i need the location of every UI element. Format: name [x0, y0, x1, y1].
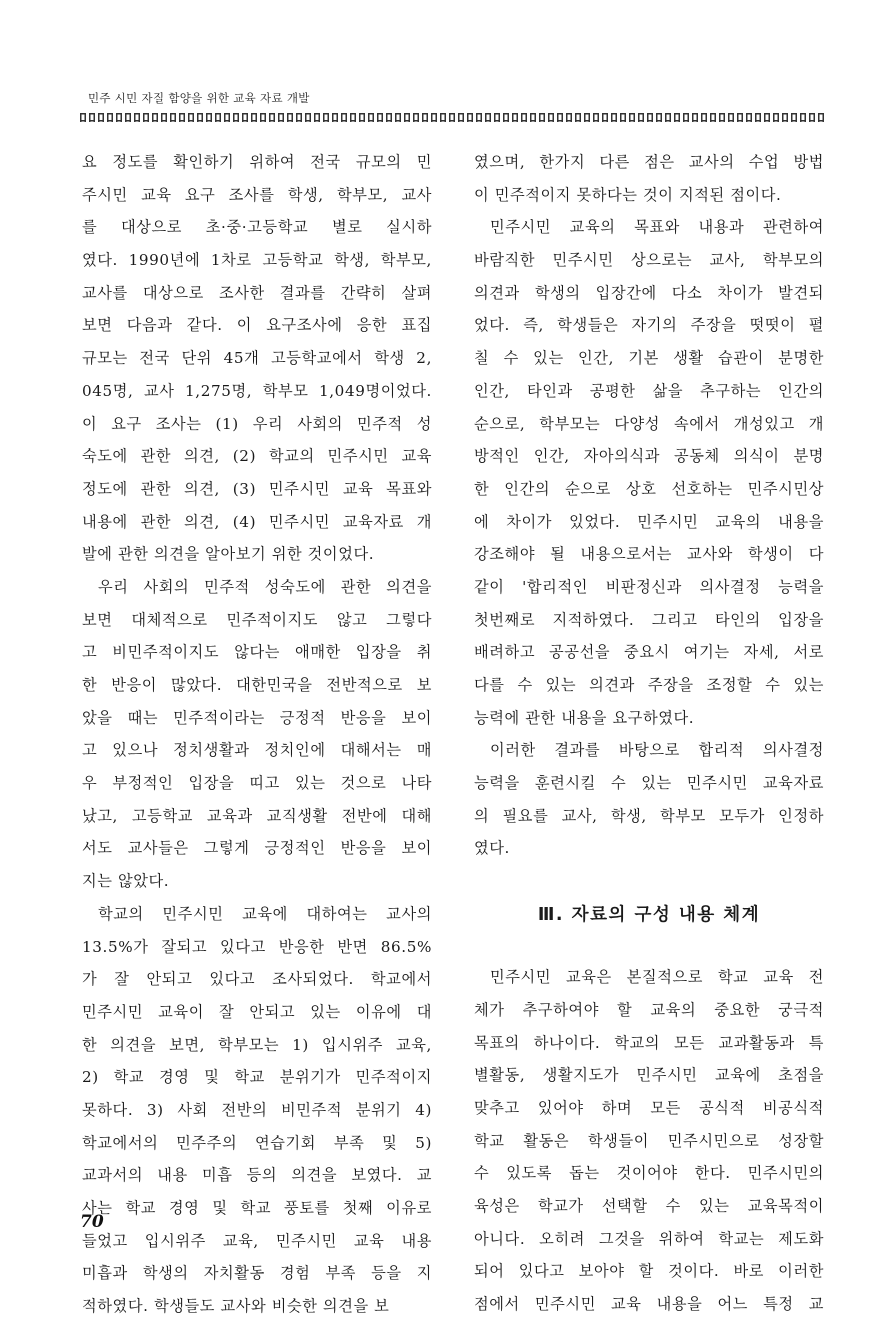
text-line: 별활동, 생활지도가 민주시민 교육에 초점을: [474, 1066, 824, 1085]
text-line: 못하다. 3) 사회 전반의 비민주적 분위기 4): [82, 1100, 432, 1119]
header-rule: [80, 113, 825, 122]
right-column: [474, 146, 824, 1321]
text-line: 한 인간의 순으로 상호 선호하는 민주시민상: [474, 479, 824, 498]
text-line: 고 비민주적이지도 않다는 애매한 입장을 취: [82, 643, 432, 662]
text-line: 민주시민 교육이 잘 안되고 있는 이유에 대: [82, 1002, 432, 1021]
text-line: 민주시민 교육의 목표와 내용과 관련하여: [490, 218, 824, 237]
text-line: 었다. 즉, 학생들은 자기의 주장을 떳떳이 펼: [474, 316, 824, 335]
running-head: 민주 시민 자질 함양을 위한 교육 자료 개발: [88, 91, 310, 105]
text-line: 요 정도를 확인하기 위하여 전국 규모의 민: [82, 153, 432, 171]
text-line: 한 반응이 많았다. 대한민국을 전반적으로 보: [82, 676, 432, 694]
text-line: 체가 추구하여야 할 교육의 중요한 궁극적: [474, 1000, 824, 1019]
text-line: 를 대상으로 초·중·고등학교 별로 실시하: [82, 218, 432, 237]
text-line: 주시민 교육 요구 조사를 학생, 학부모, 교사: [82, 185, 432, 204]
text-line: 민주시민 교육은 본질적으로 학교 교육 전: [490, 968, 824, 987]
text-line: 학교 활동은 학생들이 민주시민으로 성장할: [474, 1131, 824, 1150]
text-line: 045명, 교사 1,275명, 학부모 1,049명이었다.: [82, 381, 432, 400]
text-line: 였다. 1990년에 1차로 고등학교 학생, 학부모,: [82, 251, 432, 270]
text-line: 가 잘 안되고 있다고 조사되었다. 학교에서: [82, 970, 432, 989]
text-line: 한 의견을 보면, 학부모는 1) 입시위주 교육,: [82, 1035, 432, 1054]
page-number: 70: [80, 1212, 104, 1232]
text-line: 숙도에 관한 의견, (2) 학교의 민주시민 교육: [82, 447, 432, 466]
text-line: 지는 않았다.: [82, 872, 170, 891]
text-line: 보면 대체적으로 민주적이지도 않고 그렇다: [82, 610, 432, 629]
text-line: 수 있도록 돕는 것이어야 한다. 민주시민의: [474, 1164, 824, 1183]
text-line: 내용에 관한 의견, (4) 민주시민 교육자료 개: [82, 512, 432, 531]
text-line: 이 민주적이지 못하다는 것이 지적된 점이다.: [474, 185, 782, 204]
text-line: 2) 학교 경영 및 학교 분위기가 민주적이지: [82, 1068, 432, 1087]
text-line: 이러한 결과를 바탕으로 합리적 의사결정: [490, 741, 824, 760]
text-line: 규모는 전국 단위 45개 고등학교에서 학생 2,: [82, 349, 432, 368]
text-line: 칠 수 있는 인간, 기본 생활 습관이 분명한: [474, 349, 824, 368]
text-line: 첫번째로 지적하였다. 그리고 타인의 입장을: [474, 610, 824, 629]
text-line: 능력을 훈련시킬 수 있는 민주시민 교육자료: [474, 774, 824, 793]
text-line: 바람직한 민주시민 상으로는 교사, 학부모의: [474, 251, 824, 270]
text-line: 났고, 고등학교 교육과 교직생활 전반에 대해: [82, 806, 432, 825]
text-line: 우 부정적인 입장을 띠고 있는 것으로 나타: [82, 774, 432, 793]
text-line: 고 있으나 정치생활과 정치인에 대해서는 매: [82, 741, 432, 760]
text-line: 인간, 타인과 공평한 삶을 추구하는 인간의: [474, 381, 824, 400]
text-line: 배려하고 공공선을 중요시 여기는 자세, 서로: [474, 643, 824, 662]
text-line: 방적인 인간, 자아의식과 공동체 의식이 분명: [474, 447, 824, 466]
text-line: 사는 학교 경영 및 학교 풍토를 첫째 이유로: [82, 1199, 432, 1217]
text-line: 의견과 학생의 입장간에 다소 차이가 발견되: [474, 283, 824, 302]
text-line: 발에 관한 의견을 알아보기 위한 것이었다.: [82, 545, 375, 564]
text-line: 보면 다음과 같다. 이 요구조사에 응한 표집: [82, 316, 432, 335]
text-line: 학교에서의 민주주의 연습기회 부족 및 5): [82, 1133, 432, 1152]
text-line: 아니다. 오히려 그것을 위하여 학교는 제도화: [474, 1229, 824, 1248]
left-column: [82, 146, 432, 1323]
section-heading: Ⅲ. 자료의 구성 내용 체계: [537, 905, 761, 926]
text-line: 13.5%가 잘되고 있다고 반응한 반면 86.5%: [82, 937, 432, 956]
text-line: 능력에 관한 내용을 요구하였다.: [474, 708, 695, 727]
text-line: 서도 교사들은 그렇게 긍정적인 반응을 보이: [82, 839, 432, 858]
text-line: 들었고 입시위주 교육, 민주시민 교육 내용: [82, 1231, 432, 1250]
text-line: 교과서의 내용 미흡 등의 의견을 보였다. 교: [82, 1166, 432, 1185]
text-line: 순으로, 학부모는 다양성 속에서 개성있고 개: [474, 414, 824, 433]
text-line: 맞추고 있어야 하며 모든 공식적 비공식적: [474, 1098, 824, 1117]
text-line: 였다.: [474, 839, 510, 858]
text-line: 의 필요를 교사, 학생, 학부모 모두가 인정하: [474, 806, 824, 825]
text-line: 학교의 민주시민 교육에 대하여는 교사의: [98, 904, 432, 923]
text-line: 적하였다. 학생들도 교사와 비슷한 의견을 보: [82, 1297, 390, 1316]
text-line: 에 차이가 있었다. 민주시민 교육의 내용을: [474, 512, 824, 531]
text-line: 다를 수 있는 의견과 주장을 조정할 수 있는: [474, 676, 824, 694]
text-line: 같이 '합리적인 비판정신과 의사결정 능력을: [474, 577, 824, 596]
text-line: 였으며, 한가지 다른 점은 교사의 수업 방법: [474, 153, 824, 171]
text-line: 우리 사회의 민주적 성숙도에 관한 의견을: [98, 577, 432, 596]
text-line: 미흡과 학생의 자치활동 경험 부족 등을 지: [82, 1264, 432, 1283]
text-line: 육성은 학교가 선택할 수 있는 교육목적이: [474, 1196, 824, 1215]
text-line: 정도에 관한 의견, (3) 민주시민 교육 목표와: [82, 479, 432, 498]
text-line: 점에서 민주시민 교육 내용을 어느 특정 교: [474, 1295, 824, 1313]
text-line: 되어 있다고 보아야 할 것이다. 바로 이러한: [474, 1262, 824, 1281]
text-line: 았을 때는 민주적이라는 긍정적 반응을 보이: [82, 708, 432, 727]
text-line: 교사를 대상으로 조사한 결과를 간략히 살펴: [82, 283, 432, 302]
text-line: 목표의 하나이다. 학교의 모든 교과활동과 특: [474, 1033, 824, 1052]
text-line: 이 요구 조사는 (1) 우리 사회의 민주적 성: [82, 414, 432, 433]
text-line: 강조해야 될 내용으로서는 교사와 학생이 다: [474, 545, 824, 564]
